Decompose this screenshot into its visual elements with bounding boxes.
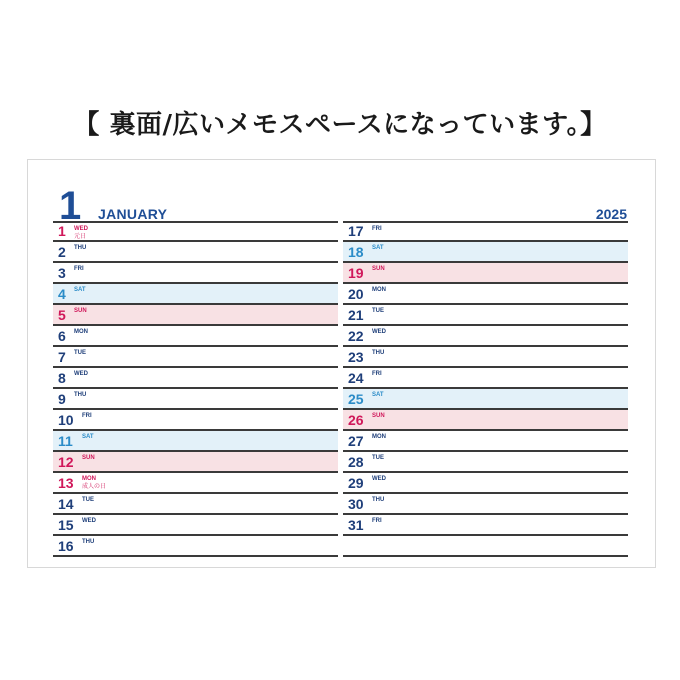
day-row bbox=[53, 263, 338, 284]
day-of-week: SUN bbox=[372, 266, 385, 272]
day-number: 19 bbox=[348, 265, 364, 281]
day-row bbox=[53, 305, 338, 326]
day-row bbox=[53, 347, 338, 368]
day-number: 12 bbox=[58, 454, 74, 470]
day-of-week: SUN bbox=[74, 308, 87, 314]
holiday-name: 元日 bbox=[74, 234, 87, 240]
page-heading: 【 裏面/広いメモスペースになっています。】 bbox=[73, 110, 607, 140]
day-row bbox=[343, 389, 628, 410]
day-of-week: TUE bbox=[372, 308, 384, 314]
day-number: 25 bbox=[348, 391, 364, 407]
day-number: 20 bbox=[348, 286, 364, 302]
day-of-week: WED bbox=[82, 518, 96, 524]
day-row bbox=[343, 473, 628, 494]
day-number: 26 bbox=[348, 412, 364, 428]
day-column-right bbox=[343, 221, 628, 557]
day-of-week: WED bbox=[372, 476, 386, 482]
day-number: 14 bbox=[58, 496, 74, 512]
day-of-week: MON bbox=[372, 287, 386, 293]
day-number: 30 bbox=[348, 496, 364, 512]
day-of-week: WED bbox=[372, 329, 386, 335]
day-row bbox=[343, 515, 628, 536]
day-row bbox=[53, 410, 338, 431]
memo-row-blank bbox=[343, 536, 628, 557]
day-number: 24 bbox=[348, 370, 364, 386]
month-number: 1 bbox=[59, 184, 82, 228]
day-of-week: THU bbox=[74, 245, 87, 251]
day-number: 15 bbox=[58, 517, 74, 533]
day-number: 21 bbox=[348, 307, 364, 323]
day-number: 3 bbox=[58, 265, 66, 281]
day-number: 10 bbox=[58, 412, 74, 428]
day-number: 8 bbox=[58, 370, 66, 386]
day-row bbox=[53, 431, 338, 452]
day-number: 22 bbox=[348, 328, 364, 344]
day-row bbox=[53, 452, 338, 473]
day-number: 4 bbox=[58, 286, 66, 302]
day-of-week: THU bbox=[372, 497, 385, 503]
day-number: 31 bbox=[348, 517, 364, 533]
day-of-week: SUN bbox=[82, 455, 95, 461]
day-number: 29 bbox=[348, 475, 364, 491]
day-of-week: SAT bbox=[82, 434, 94, 440]
day-of-week: FRI bbox=[372, 371, 382, 377]
day-row bbox=[343, 284, 628, 305]
day-row bbox=[343, 221, 628, 242]
month-name: JANUARY bbox=[98, 206, 168, 222]
calendar-card bbox=[27, 159, 656, 568]
day-row bbox=[343, 326, 628, 347]
day-row bbox=[343, 410, 628, 431]
day-number: 11 bbox=[58, 433, 73, 449]
day-row bbox=[53, 536, 338, 557]
day-row bbox=[53, 242, 338, 263]
year-label: 2025 bbox=[595, 206, 627, 222]
day-number: 28 bbox=[348, 454, 364, 470]
day-row bbox=[53, 494, 338, 515]
day-of-week: SAT bbox=[372, 245, 384, 251]
day-of-week: TUE bbox=[372, 455, 384, 461]
day-of-week: WED bbox=[74, 226, 88, 232]
day-of-week: TUE bbox=[74, 350, 86, 356]
day-number: 13 bbox=[58, 475, 74, 491]
day-number: 18 bbox=[348, 244, 364, 260]
day-of-week: THU bbox=[82, 539, 95, 545]
day-row bbox=[343, 452, 628, 473]
day-of-week: THU bbox=[372, 350, 385, 356]
day-of-week: TUE bbox=[82, 497, 94, 503]
day-of-week: FRI bbox=[372, 226, 382, 232]
day-of-week: WED bbox=[74, 371, 88, 377]
day-number: 7 bbox=[58, 349, 66, 365]
day-row bbox=[343, 494, 628, 515]
day-of-week: MON bbox=[82, 476, 96, 482]
day-row bbox=[53, 515, 338, 536]
day-row bbox=[343, 347, 628, 368]
day-of-week: SAT bbox=[74, 287, 86, 293]
day-of-week: SUN bbox=[372, 413, 385, 419]
day-row bbox=[343, 431, 628, 452]
day-row bbox=[343, 242, 628, 263]
day-of-week: THU bbox=[74, 392, 87, 398]
day-number: 16 bbox=[58, 538, 74, 554]
day-of-week: MON bbox=[372, 434, 386, 440]
day-row bbox=[53, 368, 338, 389]
day-number: 23 bbox=[348, 349, 364, 365]
day-of-week: FRI bbox=[74, 266, 84, 272]
day-column-left bbox=[53, 221, 338, 557]
day-row bbox=[343, 368, 628, 389]
day-number: 2 bbox=[58, 244, 66, 260]
day-number: 5 bbox=[58, 307, 66, 323]
day-number: 27 bbox=[348, 433, 364, 449]
day-row bbox=[343, 305, 628, 326]
day-of-week: FRI bbox=[372, 518, 382, 524]
day-row bbox=[53, 389, 338, 410]
holiday-name: 成人の日 bbox=[82, 484, 107, 490]
day-row bbox=[343, 263, 628, 284]
day-number: 1 bbox=[58, 223, 66, 239]
day-of-week: MON bbox=[74, 329, 88, 335]
day-number: 17 bbox=[348, 223, 364, 239]
day-of-week: SAT bbox=[372, 392, 384, 398]
day-number: 6 bbox=[58, 328, 66, 344]
day-row bbox=[53, 284, 338, 305]
day-row bbox=[53, 326, 338, 347]
day-row bbox=[53, 473, 338, 494]
day-of-week: FRI bbox=[82, 413, 92, 419]
day-number: 9 bbox=[58, 391, 66, 407]
day-row bbox=[53, 221, 338, 242]
